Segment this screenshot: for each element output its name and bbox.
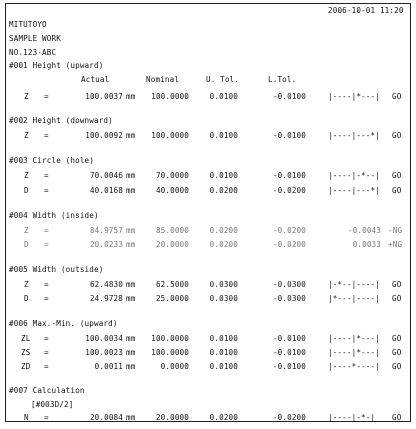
row-u-tol: 0.0200 [209,186,238,195]
work-name: SAMPLE WORK [9,34,61,43]
section-title: #005 Width (outside) [9,265,104,274]
deviation-value: 0.0033 [352,240,381,249]
row-result: GO [392,413,402,422]
row-u-tol: 0.0100 [209,348,238,357]
row-label: D [24,186,29,195]
row-u-tol: 0.0300 [209,294,238,303]
column-header-actual: Actual [81,75,110,84]
row-actual: 20.0084 [89,413,123,422]
row-nominal: 40.0000 [155,186,189,195]
row-unit: mm [126,294,136,303]
row-result: GO [392,334,402,343]
row-l-tol: -0.0200 [272,413,306,422]
row-equals: = [44,240,49,249]
row-label: D [24,294,29,303]
section-title: #003 Circle (hole) [9,156,94,165]
section-title: #002 Height (downward) [9,116,113,125]
row-nominal: 100.0000 [151,131,189,140]
row-actual: 62.4830 [89,280,123,289]
deviation-value: -0.0043 [347,226,381,235]
row-result: GO [392,280,402,289]
row-actual: 100.0034 [85,334,123,343]
row-result: GO [392,362,402,371]
row-label: ZD [21,362,31,371]
row-label: Z [24,92,29,101]
row-result: GO [392,171,402,180]
report-timestamp: 2006-10-01 11:20 [328,6,404,15]
row-unit: mm [126,131,136,140]
row-l-tol: -0.0100 [272,334,306,343]
row-actual: 0.0011 [94,362,123,371]
row-result: GO [392,348,402,357]
row-nominal: 62.5000 [155,280,189,289]
tolerance-bar: |-*--|----| [328,280,380,289]
row-u-tol: 0.0100 [209,334,238,343]
row-u-tol: 0.0200 [209,226,238,235]
row-equals: = [44,294,49,303]
inspection-report [5,3,411,422]
row-unit: mm [126,226,136,235]
row-actual: 100.0037 [85,92,123,101]
row-label: ZL [21,334,31,343]
row-l-tol: -0.0100 [272,362,306,371]
tolerance-bar: |----|*---| [328,348,380,357]
row-nominal: 100.0000 [151,348,189,357]
row-l-tol: -0.0100 [272,171,306,180]
row-nominal: 100.0000 [151,334,189,343]
row-result: GO [392,294,402,303]
row-result: -NG [388,226,403,235]
row-equals: = [44,226,49,235]
column-header-l-tol: L.Tol. [268,75,297,84]
row-equals: = [44,92,49,101]
row-u-tol: 0.0100 [209,92,238,101]
row-result: GO [392,186,402,195]
row-l-tol: -0.0200 [272,240,306,249]
calculation-formula: [#003D/2] [31,400,74,409]
row-unit: mm [126,171,136,180]
row-nominal: 20.0000 [155,240,189,249]
row-label: Z [24,226,29,235]
tolerance-bar: |----|-*--| [328,171,380,180]
tolerance-bar: |----*----| [328,362,380,371]
row-u-tol: 0.0200 [209,413,238,422]
row-label: ZS [21,348,31,357]
row-result: GO [392,131,402,140]
row-unit: mm [126,186,136,195]
work-number: NO.123-ABC [9,48,57,57]
row-nominal: 0.0000 [160,362,189,371]
row-actual: 24.9728 [89,294,123,303]
row-unit: mm [126,334,136,343]
row-actual: 20.0233 [89,240,123,249]
row-u-tol: 0.0300 [209,280,238,289]
row-nominal: 100.0000 [151,92,189,101]
row-unit: mm [126,92,136,101]
row-l-tol: -0.0100 [272,131,306,140]
row-equals: = [44,334,49,343]
row-nominal: 20.0000 [155,413,189,422]
section-title: #007 Calculation [9,386,85,395]
row-equals: = [44,186,49,195]
row-equals: = [44,348,49,357]
tolerance-bar: |----|*---| [328,334,380,343]
row-result: +NG [388,240,403,249]
row-equals: = [44,413,49,422]
section-title: #006 Max.-Min. (upward) [9,319,118,328]
column-header-u-tol: U. Tol. [206,75,240,84]
row-l-tol: -0.0200 [272,186,306,195]
row-u-tol: 0.0100 [209,362,238,371]
tolerance-bar: |----|---*| [328,186,380,195]
tolerance-bar: |*---|----| [328,294,380,303]
row-equals: = [44,171,49,180]
row-label: N [24,413,29,422]
tolerance-bar: |----|---*| [328,131,380,140]
row-u-tol: 0.0100 [209,131,238,140]
row-equals: = [44,131,49,140]
row-l-tol: -0.0200 [272,226,306,235]
tolerance-bar: |----|*---| [328,92,380,101]
row-equals: = [44,362,49,371]
section-title: #004 Width (inside) [9,211,99,220]
row-actual: 100.0023 [85,348,123,357]
row-nominal: 85.0000 [155,226,189,235]
row-label: Z [24,171,29,180]
row-l-tol: -0.0300 [272,280,306,289]
row-l-tol: -0.0300 [272,294,306,303]
row-unit: mm [126,413,136,422]
section-title: #001 Height (upward) [9,61,104,70]
row-l-tol: -0.0100 [272,348,306,357]
row-label: Z [24,131,29,140]
row-unit: mm [126,280,136,289]
company-name: MITUTOYO [9,20,47,29]
row-actual: 84.9757 [89,226,123,235]
row-actual: 70.0046 [89,171,123,180]
row-unit: mm [126,362,136,371]
row-l-tol: -0.0100 [272,92,306,101]
row-result: GO [392,92,402,101]
row-nominal: 25.0000 [155,294,189,303]
row-u-tol: 0.0100 [209,171,238,180]
row-actual: 100.0092 [85,131,123,140]
row-label: Z [24,280,29,289]
tolerance-bar: |----|-*-| [328,413,376,422]
row-actual: 40.0168 [89,186,123,195]
column-header-nominal: Nominal [146,75,180,84]
row-label: D [24,240,29,249]
row-unit: mm [126,348,136,357]
row-equals: = [44,280,49,289]
row-nominal: 70.0000 [155,171,189,180]
row-unit: mm [126,240,136,249]
row-u-tol: 0.0200 [209,240,238,249]
